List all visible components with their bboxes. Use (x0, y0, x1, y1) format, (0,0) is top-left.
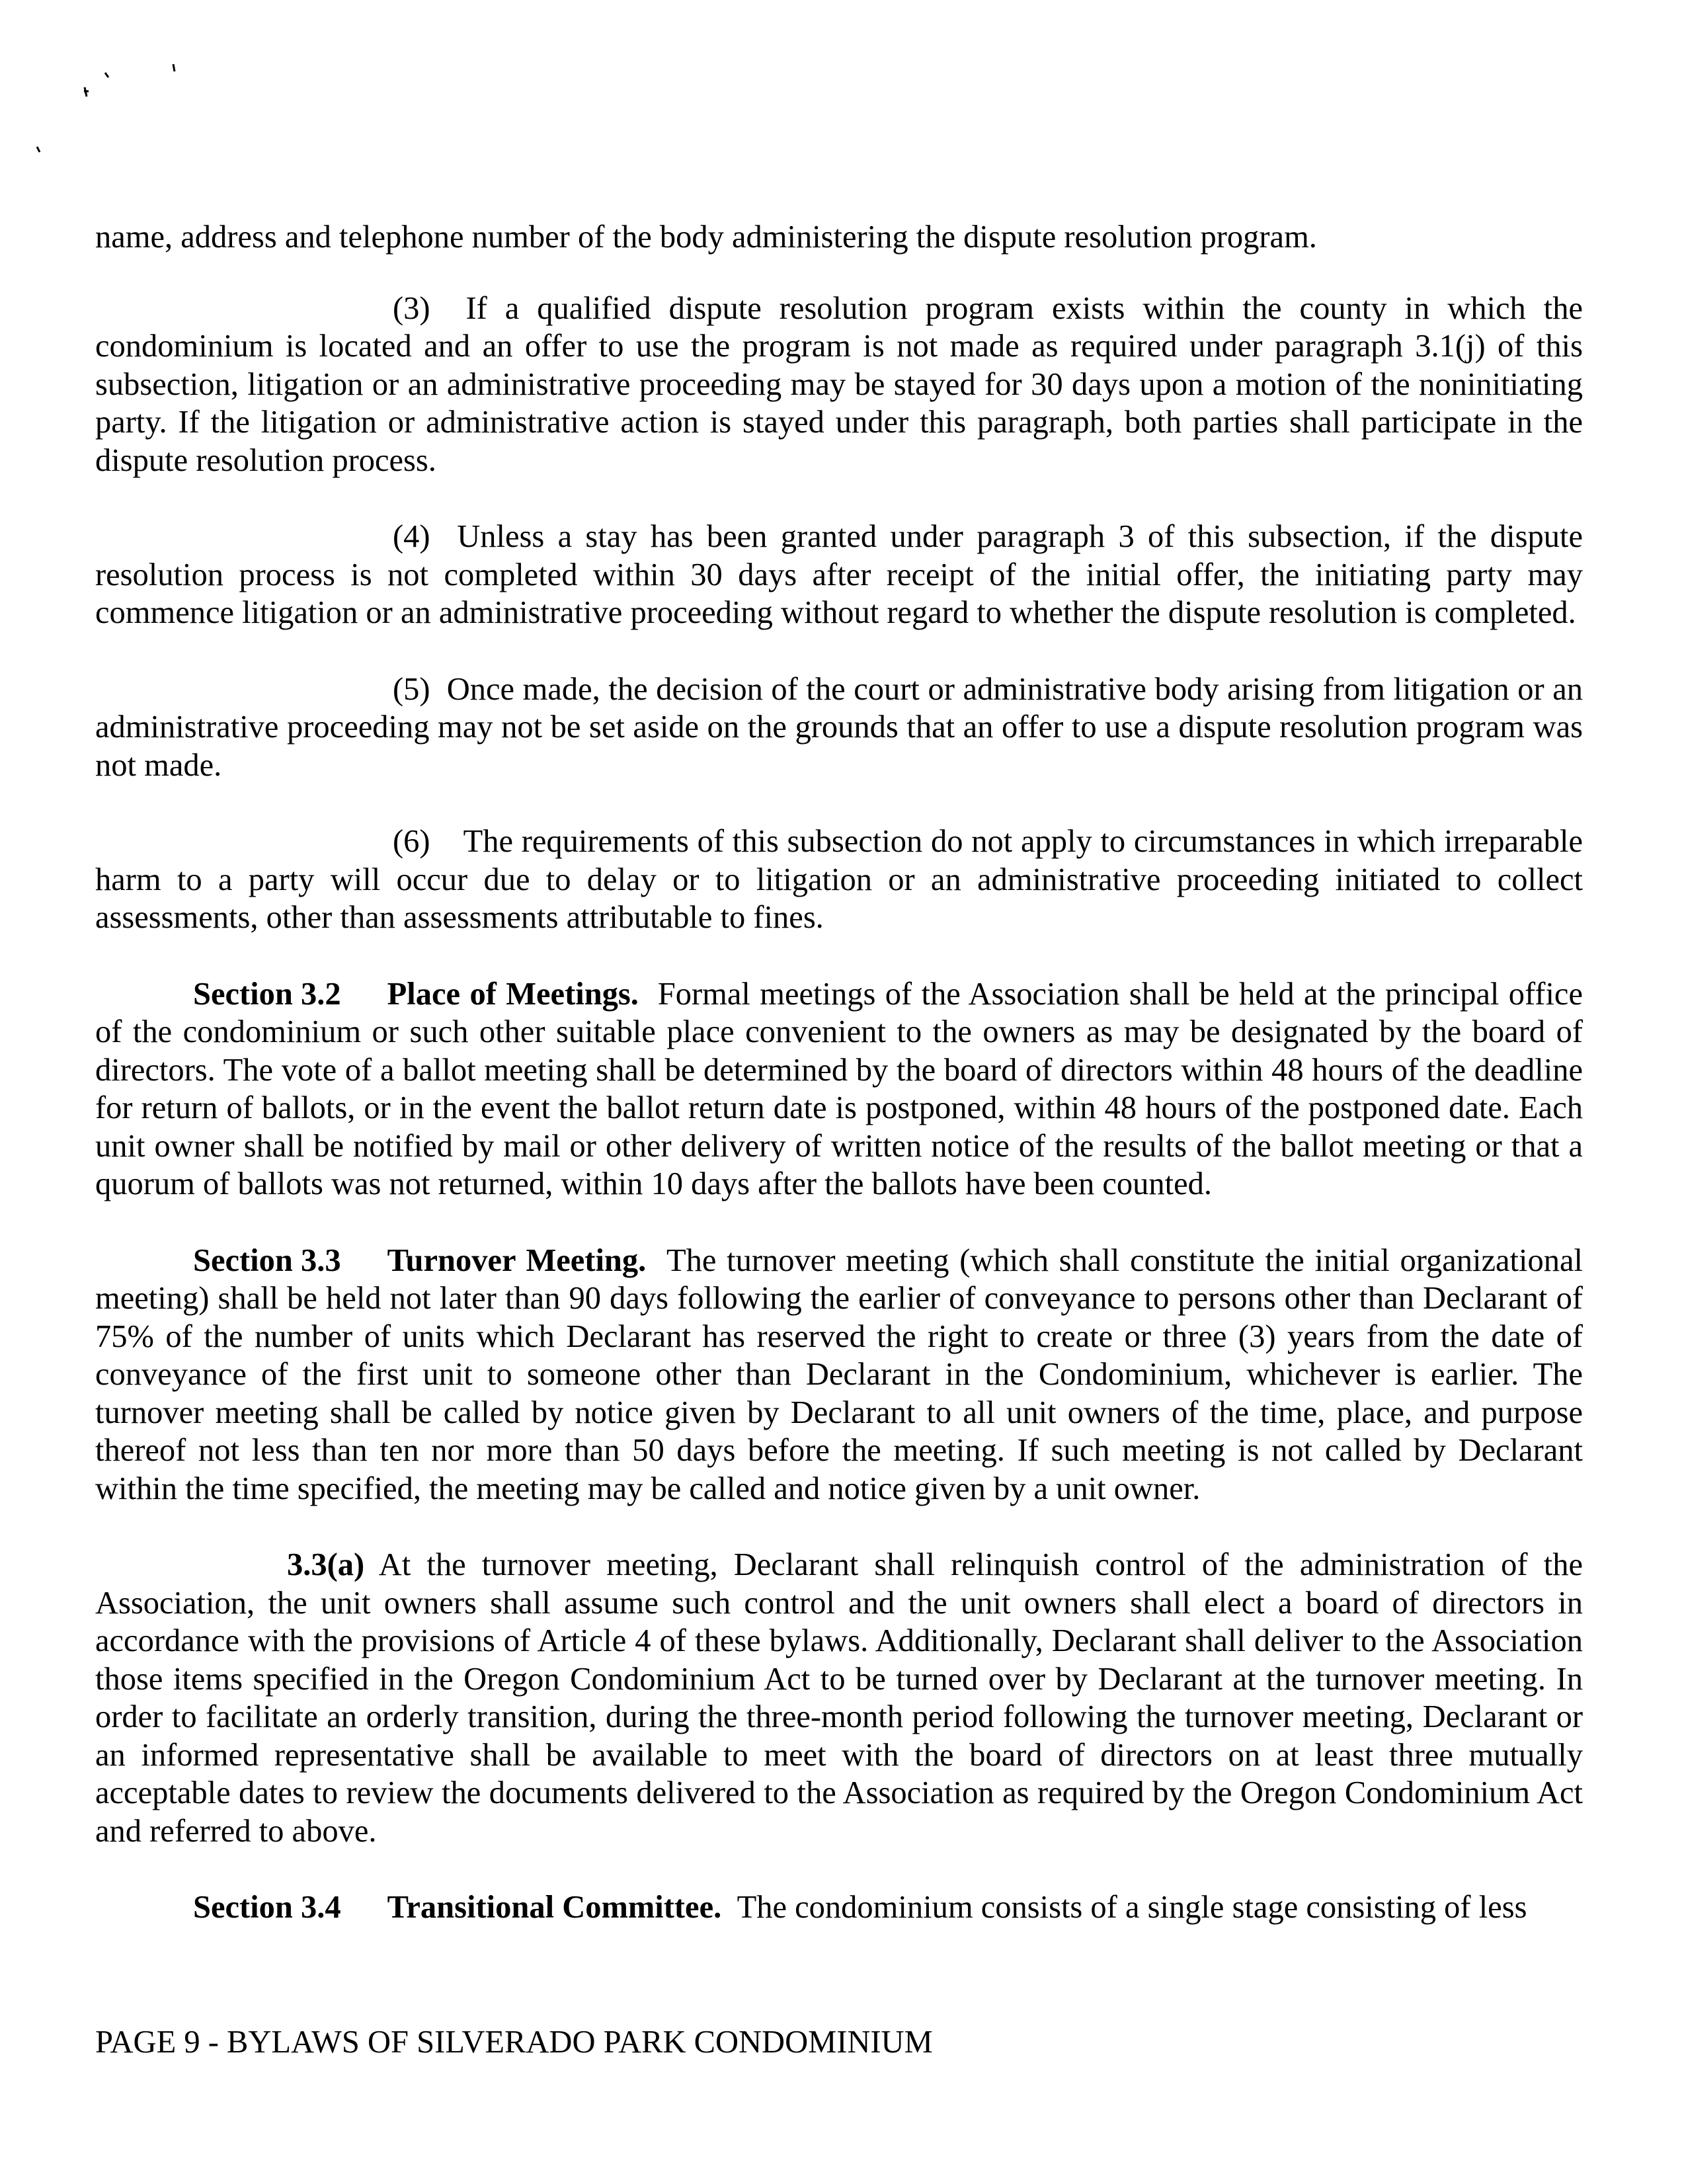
section-title: Turnover Meeting. (387, 1242, 647, 1278)
paragraph-text: Once made, the decision of the court or administrative body arising from litigation or an administrative proceeding may not be set aside on the grounds that an offer to use a dispute resolution program was not made. (95, 671, 1583, 783)
section-number: Section 3.4 (193, 1890, 341, 1925)
section-3-4 (95, 1888, 1583, 1927)
paragraph-continued (95, 218, 1583, 257)
subsection-number: 3.3(a) (287, 1547, 365, 1582)
section-text: At the turnover meeting, Declarant shall relinquish control of the administration of the Association, the unit owners shall assume such control and the unit owners shall elect a board of directors in accordance with the provisions of Article 4 of these bylaws. Additionally, Declarant shall deliver to the Association those items specified in the Oregon Condominium Act to be turned over by Declarant at the turnover meeting. In order to facilitate an orderly transition, during the three-month period following the turnover meeting, Declarant or an informed representative shall be available to meet with the board of directors on at least three mutually acceptable dates to review the documents delivered to the Association as required by the Oregon Condominium Act and referred to above. (95, 1547, 1583, 1849)
section-3-2 (95, 975, 1583, 1203)
paragraph-text: If a qualified dispute resolution program exists within the county in which the condominium is located and an offer to use the program is not made as required under paragraph 3.1(j) of this subsection, litigation or an administrative proceeding may be stayed for 30 days upon a motion of the noninitiating party. If the litigation or administrative action is stayed under this paragraph, both parties shall participate in the dispute resolution process. (95, 290, 1583, 478)
paragraph-text: name, address and telephone number of the body administering the dispute resolution program. (95, 220, 1317, 255)
paragraph-number: (6) (393, 824, 430, 859)
page-footer: PAGE 9 - BYLAWS OF SILVERADO PARK CONDOMINIUM (95, 2025, 933, 2060)
section-number: Section 3.2 (193, 976, 341, 1012)
section-text: The condominium consists of a single stage consisting of less (737, 1890, 1527, 1925)
paragraph-number: (3) (393, 290, 430, 326)
paragraph-6 (95, 823, 1583, 937)
paragraph-4 (95, 518, 1583, 632)
section-title: Place of Meetings. (387, 976, 639, 1012)
paragraph-text: Unless a stay has been granted under paragraph 3 of this subsection, if the dispute resolution process is not completed within 30 days after receipt of the initial offer, the initiating party may commence litigation or an administrative proceeding without regard to whether the dispute resolution is completed. (95, 519, 1583, 630)
paragraph-number: (4) (393, 519, 430, 554)
scan-specks (0, 0, 264, 172)
paragraph-5 (95, 670, 1583, 785)
section-3-3 (95, 1242, 1583, 1508)
paragraph-text: The requirements of this subsection do not apply to circumstances in which irreparable harm to a party will occur due to delay or to litigation or an administrative proceeding initiated to collect assessments, other than assessments attributable to fines. (95, 824, 1583, 935)
section-text: Formal meetings of the Association shall be held at the principal office of the condominium or such other suitable place convenient to the owners as may be designated by the board of directors. The vote of a ballot meeting shall be determined by the board of directors within 48 hours of the deadline for return of ballots, or in the event the ballot return date is postponed, within 48 hours of the postponed date. Each unit owner shall be notified by mail or other delivery of written notice of the results of the ballot meeting or that a quorum of ballots was not returned, within 10 days after the ballots have been counted. (95, 976, 1583, 1201)
paragraph-3 (95, 290, 1583, 480)
section-3-3a (95, 1546, 1583, 1850)
document-body (95, 218, 1583, 1965)
paragraph-number: (5) (393, 671, 430, 707)
section-number: Section 3.3 (193, 1242, 341, 1278)
section-title: Transitional Committee. (387, 1890, 722, 1925)
section-text: The turnover meeting (which shall constitute the initial organizational meeting) shall be held not later than 90 days following the earlier of conveyance to persons other than Declarant of 75% of the number of units which Declarant has reserved the right to create or three (3) years from the date of conveyance of the first unit to someone other than Declarant in the Condominium, whichever is earlier. The turnover meeting shall be called by notice given by Declarant to all unit owners of the time, place, and purpose thereof not less than ten nor more than 50 days before the meeting. If such meeting is not called by Declarant within the time specified, the meeting may be called and notice given by a unit owner. (95, 1242, 1583, 1506)
